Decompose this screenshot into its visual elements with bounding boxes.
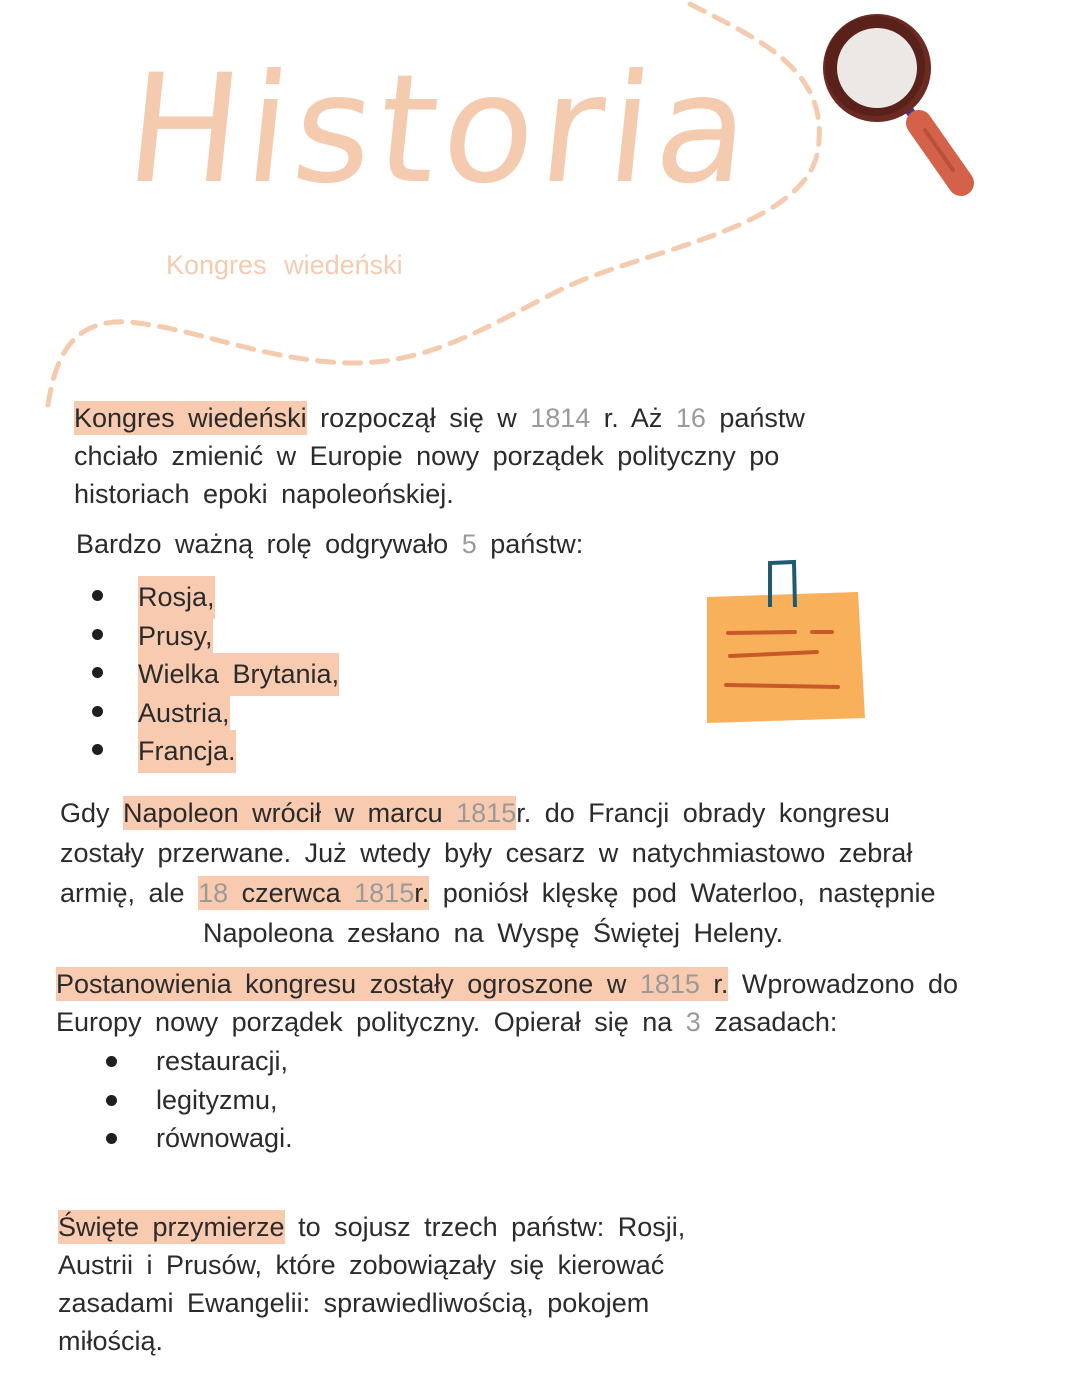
text-segment: r. Aż [590, 403, 676, 433]
bullet-icon [92, 706, 103, 717]
principle-name: legityzmu, [156, 1084, 278, 1115]
list-item [76, 576, 476, 615]
bullet-icon [92, 629, 103, 640]
list-item [76, 692, 476, 731]
sticky-note-icon [700, 555, 875, 735]
highlight-postanowienia: Postanowienia kongresu zostały ogroszone w [56, 969, 640, 999]
text-segment: Napoleona zesłano na Wyspę Świętej Heleny. [203, 918, 784, 948]
highlight-segment: r. [699, 969, 729, 999]
napoleon-paragraph [60, 793, 985, 953]
list-item [76, 730, 476, 769]
bullet-icon [106, 1095, 117, 1106]
holy-alliance-paragraph [58, 1208, 748, 1360]
bullet-icon [92, 744, 103, 755]
text-segment: Gdy [60, 798, 124, 828]
year-number: 1815 [639, 969, 700, 999]
states-list [76, 576, 476, 769]
text-segment: Wprowadzono do Europy nowy porządek polityczny. Opierał się na [56, 969, 959, 1037]
year-number: 1815 [354, 878, 415, 908]
highlight-date: czerwca [228, 878, 355, 908]
list-item [56, 1042, 456, 1081]
year-number: 1815 [456, 798, 517, 828]
count-number: 5 [461, 529, 477, 559]
states-intro [76, 525, 716, 563]
text-segment: państw: [476, 529, 584, 559]
bullet-icon [92, 667, 103, 678]
text-segment: poniósł klęskę pod Waterloo, następnie [429, 878, 936, 908]
list-item [56, 1081, 456, 1120]
list-item [56, 1119, 456, 1158]
state-name: Wielka Brytania, [138, 653, 339, 696]
page-title: Historia [118, 43, 764, 217]
list-item [76, 653, 476, 692]
year-number: 1814 [530, 403, 591, 433]
page-subtitle: Kongres wiedeński [166, 250, 403, 280]
bullet-icon [92, 590, 103, 601]
text-segment: r. do Francji obrady kongresu zostały przerwane. Już wtedy były cesarz w natychmiastowo zebrał armię, ale [60, 798, 913, 908]
text-segment: rozpoczął się w [306, 403, 531, 433]
state-name: Prusy, [138, 615, 213, 658]
highlight-napoleon: Napoleon wrócił w marcu [123, 798, 457, 828]
text-segment: państw chciało zmienić w Europie nowy porządek polityczny po historiach epoki napoleońskiej. [74, 403, 805, 509]
state-name: Francja. [138, 730, 236, 773]
magnifying-glass-icon [815, 5, 985, 200]
text-segment: to sojusz trzech państw: Rosji, Austrii i Prusów, które zobowiązały się kierować zasadami Ewangelii: sprawiedliwością, pokojem miłością. [58, 1212, 686, 1356]
state-name: Rosja, [138, 576, 215, 619]
list-item [76, 615, 476, 654]
highlight-swiete-przymierze: Święte przymierze [58, 1212, 285, 1242]
decisions-paragraph [56, 965, 981, 1041]
text-segment: Bardzo ważną rolę odgrywało [76, 529, 462, 559]
text-segment: zasadach: [700, 1007, 838, 1037]
state-name: Austria, [138, 692, 230, 735]
highlight-kongres: Kongres wiedeński [74, 403, 307, 433]
bullet-icon [106, 1133, 117, 1144]
bullet-icon [106, 1056, 117, 1067]
principle-name: równowagi. [156, 1123, 293, 1153]
principles-list [56, 1042, 456, 1158]
principle-name: restauracji, [156, 1046, 289, 1076]
intro-paragraph [74, 399, 874, 513]
day-number: 18 [198, 878, 229, 908]
count-number: 16 [675, 403, 706, 433]
count-number: 3 [685, 1007, 701, 1037]
highlight-date: r. [414, 878, 430, 908]
